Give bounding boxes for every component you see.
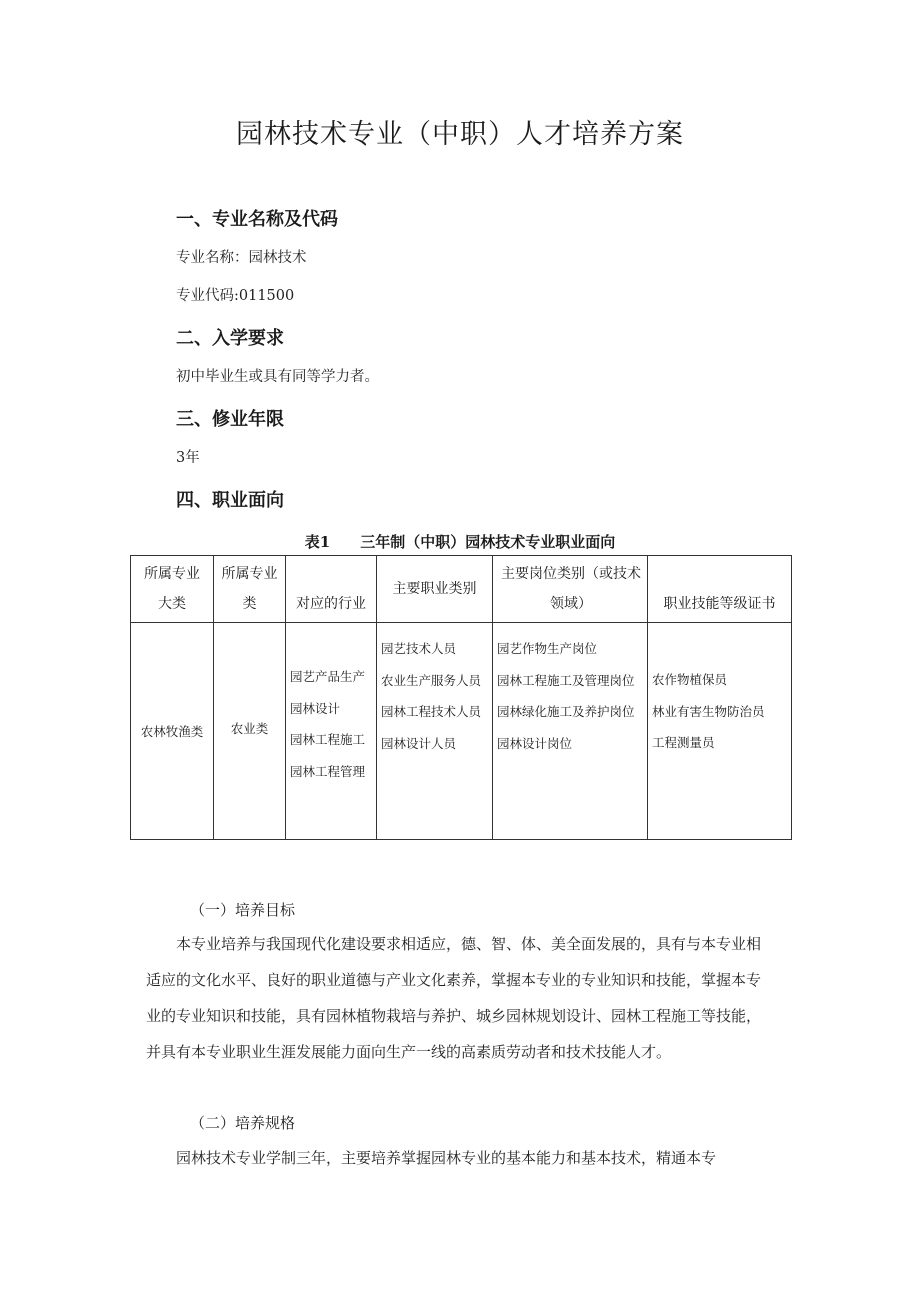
header-major-category: 所属专业大类 [131, 556, 214, 623]
header-industry: 对应的行业 [286, 556, 377, 623]
list-item: 园艺产品生产 [290, 669, 366, 684]
list-item: 农业生产服务人员 [381, 672, 482, 688]
list-item: 园林设计人员 [381, 735, 457, 751]
header-certificate: 职业技能等级证书 [648, 556, 792, 623]
section-3-heading: 三、修业年限 [176, 409, 284, 430]
header-occupation: 主要职业类别 [377, 556, 493, 623]
table-caption-label: 表1 [304, 533, 331, 551]
major-code-line: 专业代码:011500 [176, 288, 295, 304]
table-row [131, 623, 792, 840]
list-item: 园林工程管理 [290, 763, 366, 779]
list-item: 园林工程技术人员 [381, 704, 482, 719]
specs-paragraph: 园林技术专业学制三年，主要培养掌握园林专业的基本能力和基本技术，精通本专 [176, 1149, 717, 1167]
cell-certificates [648, 623, 792, 840]
list-item: 园林设计岗位 [497, 735, 573, 751]
list-item: 园林绿化施工及养护岗位 [497, 704, 635, 719]
list-item: 园林工程施工及管理岗位 [497, 672, 635, 688]
cell-major-class: 农业类 [214, 623, 286, 840]
header-major-class: 所属专业类 [214, 556, 286, 623]
goals-paragraph: 本专业培养与我国现代化建设要求相适应，德、智、体、美全面发展的，具有与本专业相适应的文化水平、良好的职业道德与产业文化素养，掌握本专业的专业知识和技能，掌握本专业的专业知识和技能，具有园林植物栽培与养护、城乡园林规划设计、园林工程施工等技能，并具有本专业职业生涯发展能力面向生产一线的高素质劳动者和技术技能人才。 [146, 935, 762, 1061]
header-position: 主要岗位类别（或技术领域） [493, 556, 648, 623]
list-item: 园林设计 [290, 700, 341, 716]
page-title: 园林技术专业（中职）人才培养方案 [236, 119, 684, 150]
table-caption [0, 531, 920, 552]
section-4-heading: 四、职业面向 [176, 490, 284, 511]
career-table [130, 555, 792, 840]
table-header-row [131, 556, 792, 623]
list-item: 园林工程施工 [290, 732, 366, 747]
list-item: 园艺技术人员 [381, 641, 457, 656]
list-item: 园艺作物生产岗位 [497, 641, 598, 656]
major-name-line: 专业名称：园林技术 [176, 250, 307, 266]
cell-industries [286, 623, 377, 840]
cell-positions [493, 623, 648, 840]
cell-occupations [377, 623, 493, 840]
admission-text: 初中毕业生或具有同等学力者。 [176, 369, 379, 385]
duration-text: 3年 [176, 450, 200, 466]
list-item: 工程测量员 [652, 735, 715, 750]
list-item: 农作物植保员 [652, 672, 728, 687]
table-caption-text: 三年制（中职）园林技术专业职业面向 [360, 533, 616, 551]
goals-heading: （一）培养目标 [190, 901, 296, 919]
list-item: 林业有害生物防治员 [652, 703, 765, 719]
cell-major-category: 农林牧渔类 [131, 623, 214, 840]
section-1-heading: 一、专业名称及代码 [176, 209, 338, 230]
specs-heading: （二）培养规格 [190, 1114, 296, 1132]
section-2-heading: 二、入学要求 [176, 328, 284, 349]
